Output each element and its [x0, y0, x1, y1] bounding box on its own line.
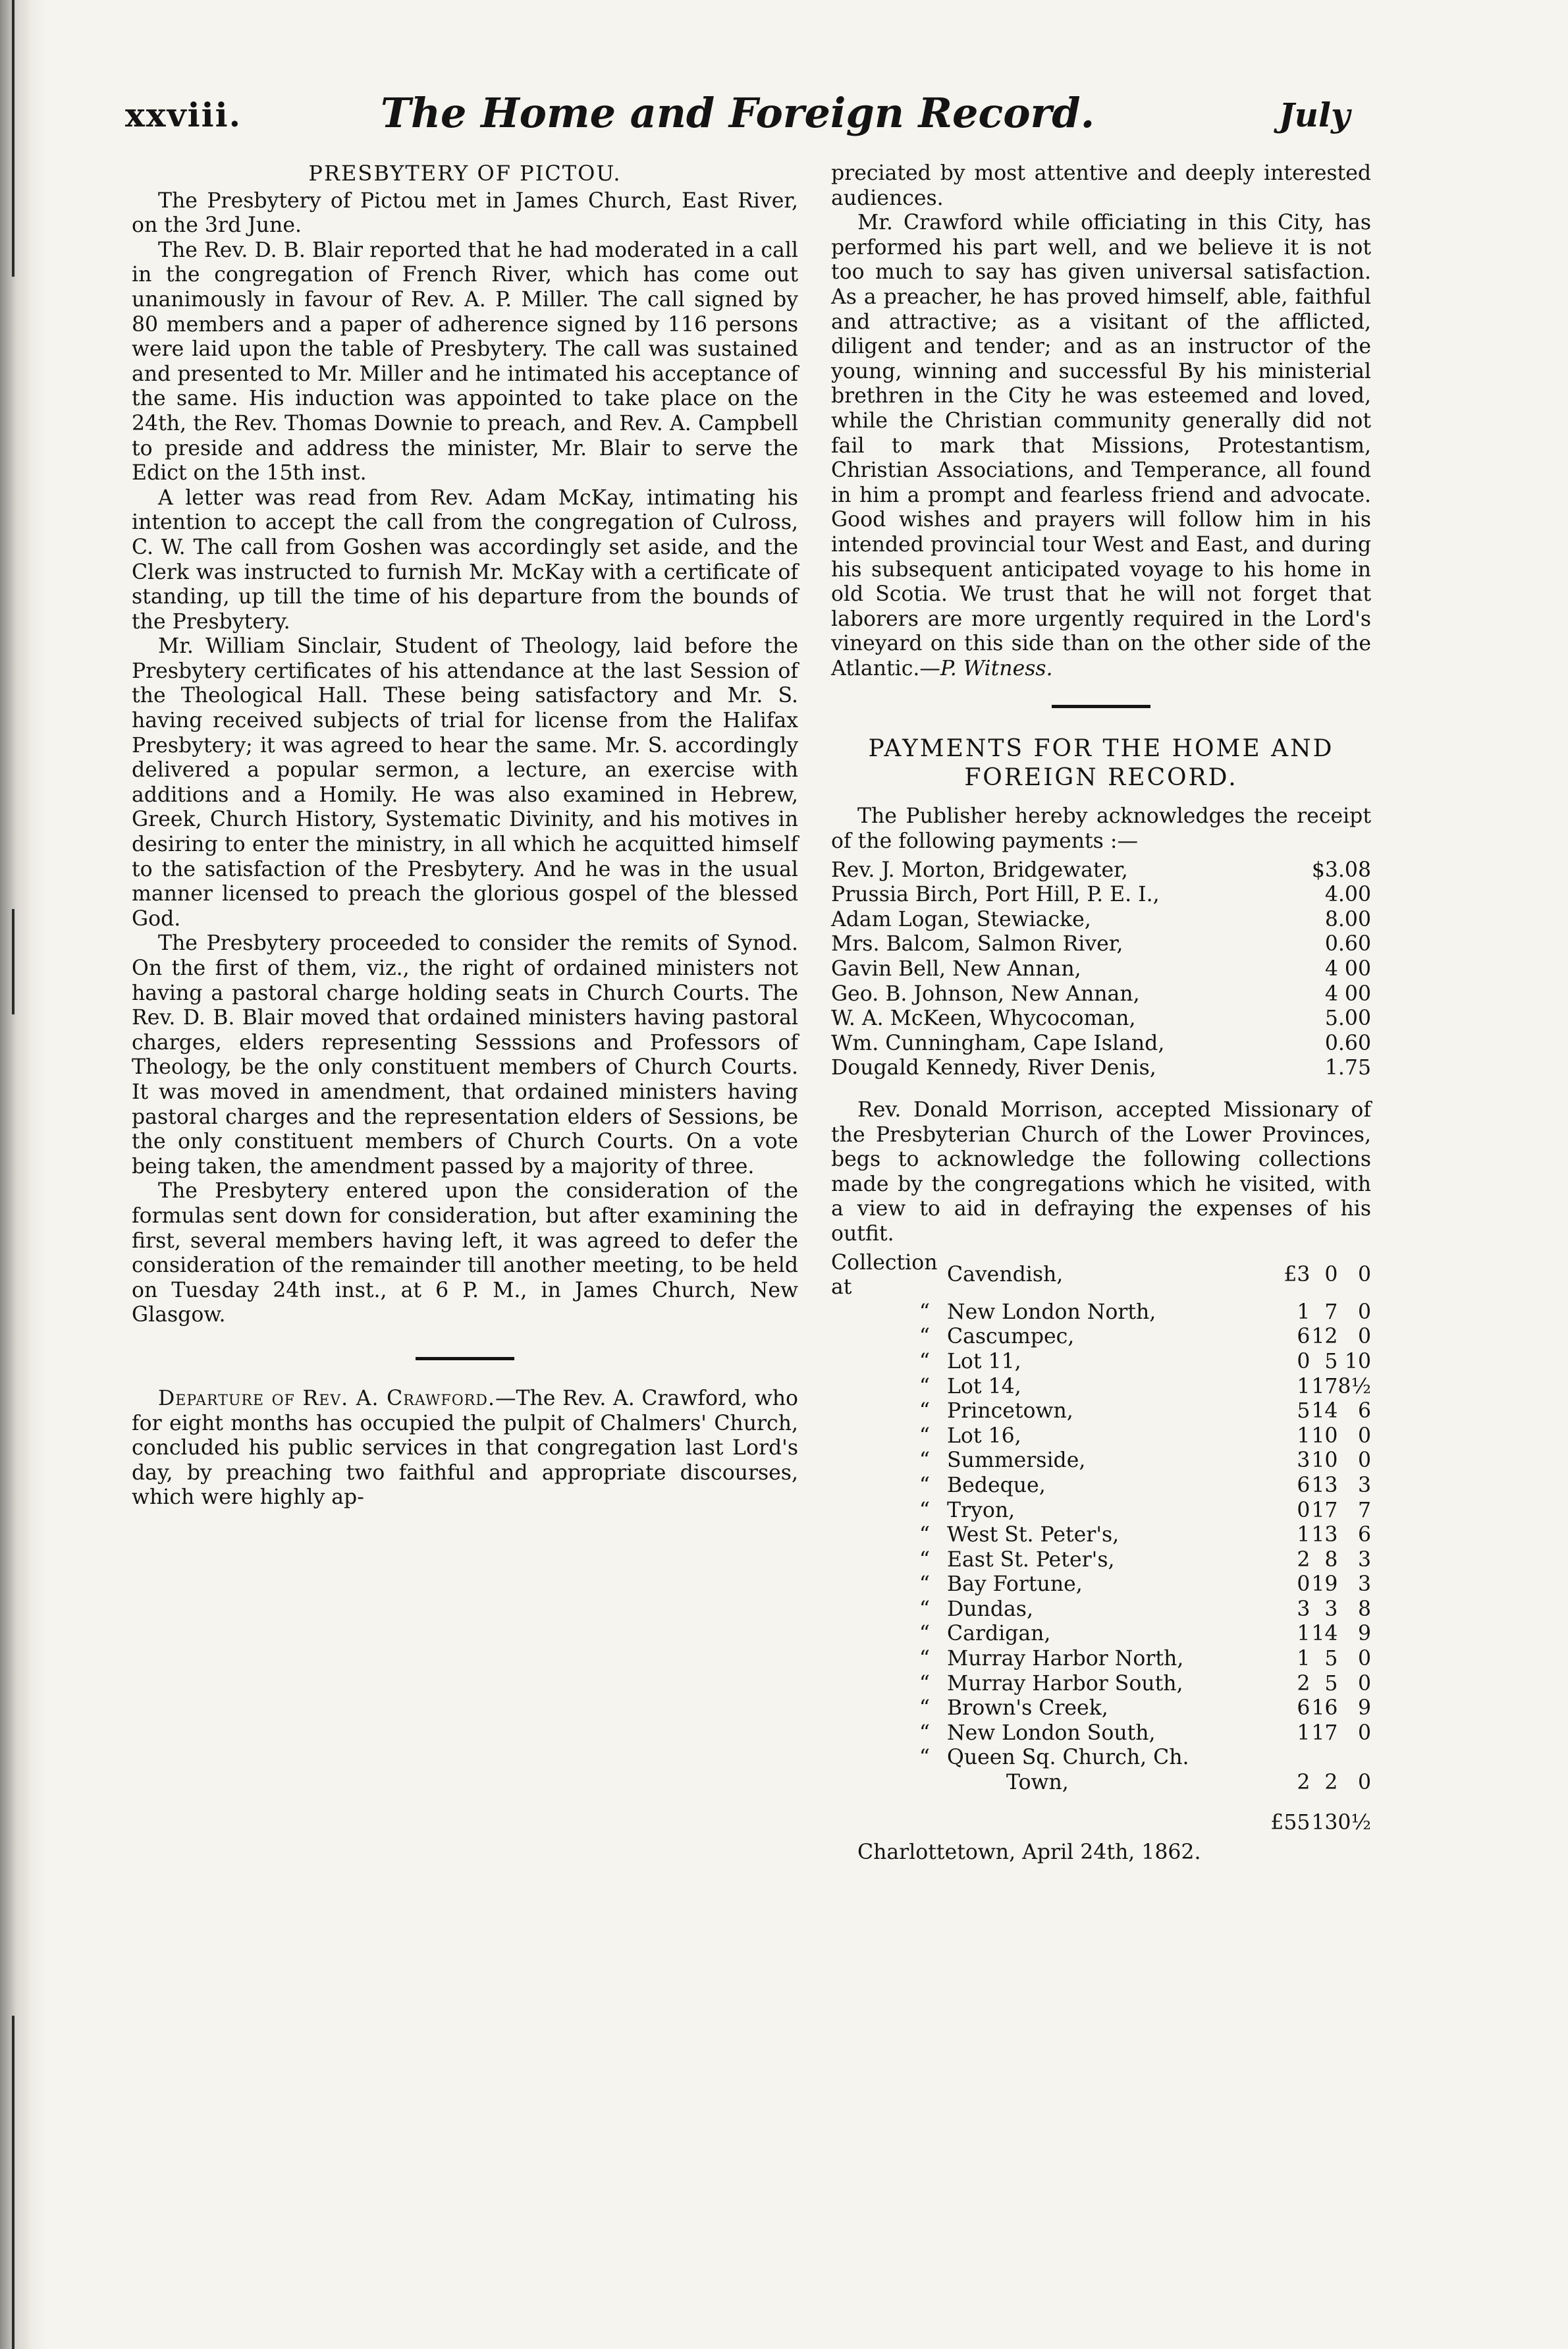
page-number: xxviii.: [125, 96, 242, 134]
presbytery-paragraph: A letter was read from Rev. Adam McKay, intimating his intention to accept the call from the congregation of Culross, C. W. The call from Goshen was accordingly set aside, and the Clerk was instructed to furnish Mr. McKay with a certificate of standing, up till the time of his departure from the bounds of the Presbytery.: [132, 485, 798, 634]
collection-place: New London North,: [947, 1300, 1156, 1324]
collection-place: Bay Fortune,: [947, 1572, 1083, 1597]
section-divider: [416, 1357, 514, 1360]
payer-name: Rev. J. Morton, Bridgewater,: [831, 858, 1128, 882]
collection-place: New London South,: [947, 1721, 1156, 1745]
table-row: [831, 1696, 1371, 1721]
collection-place: Brown's Creek,: [947, 1696, 1108, 1721]
shillings: 8: [1324, 1547, 1338, 1572]
payment-amount: 1.75: [1324, 1056, 1371, 1080]
shillings: 17: [1311, 1374, 1338, 1398]
shillings: 17: [1311, 1498, 1338, 1522]
presbytery-paragraph: Mr. William Sinclair, Student of Theology, laid before the Presbytery certificates of his attendance at the last Session of the Theological Hall. These being satisfactory and Mr. S. having received subjects of trial for license from the Halifax Presbytery; it was agreed to hear the same. Mr. S. accordingly delivered a popular sermon, a lecture, an exercise with additions and a Homily. He was also examined in Hebrew, Greek, Church History, Systematic Divinity, and his motives in desiring to enter the ministry, in all which he acquitted himself to the satisfaction of the Presbytery. And he was in the usual manner licensed to preach the glorious gospel of the blessed God.: [132, 634, 798, 931]
collection-place: Lot 16,: [947, 1423, 1021, 1448]
ditto-mark: “: [919, 1696, 930, 1721]
shillings: 5: [1324, 1349, 1338, 1373]
payment-amount: 5.00: [1324, 1007, 1371, 1031]
departure-text-2: Mr. Crawford while officiating in this City, has performed his part well, and we believe it is not too much to say has given universal satisfaction. As a preacher, he has proved himself, able, faithful and attractive; as a visitant of the afflicted, diligent and tender; and as an instructor of the young, winning and successful By his ministerial brethren in the City he was esteemed and loved, while the Christian community generally did not fail to mark that Missions, Protestantism, Christian Associations, and Temperance, all found in him a prompt and fearless friend and advocate. Good wishes and prayers will follow him in his intended provincial tour West and East, and during his subsequent anticipated voyage to his home in old Scotia. We trust that he will not forget that laborers are more urgently required in the Lord's vineyard on this side than on the other side of the Atlantic.: [831, 211, 1371, 680]
payment-amount: 8.00: [1324, 907, 1371, 931]
payer-name: Prussia Birch, Port Hill, P. E. I.,: [831, 883, 1160, 907]
table-row: [831, 1424, 1371, 1449]
table-row: [831, 1771, 1371, 1796]
table-row: [831, 1399, 1371, 1424]
pence: 0: [1357, 1671, 1371, 1696]
ditto-mark: “: [919, 1325, 930, 1349]
payer-name: Dougald Kennedy, River Denis,: [831, 1056, 1156, 1080]
ditto-mark: “: [919, 1423, 930, 1448]
pence: 7: [1357, 1498, 1371, 1522]
departure-source: —P. Witness.: [919, 656, 1053, 680]
pounds: 2: [1297, 1771, 1311, 1795]
dateline: Charlottetown, April 24th, 1862.: [857, 1840, 1201, 1864]
shillings: 13: [1311, 1473, 1338, 1497]
ditto-mark: “: [919, 1349, 930, 1373]
payment-amount: 4 00: [1324, 981, 1371, 1006]
pence: 0: [1357, 1721, 1371, 1745]
payments-heading-line-1: PAYMENTS FOR THE HOME AND: [868, 735, 1334, 763]
pence: 0: [1357, 1449, 1371, 1473]
departure-text: —The Rev. A. Crawford, who for eight months has occupied the pulpit of Chalmers' Church, concluded his public services in that congregation last Lord's day, by preaching two faithful and appropriate discourses, which were highly ap-: [132, 1386, 798, 1510]
pence: 0: [1357, 1423, 1371, 1448]
pence: 3: [1357, 1572, 1371, 1597]
shillings: 7: [1324, 1300, 1338, 1324]
table-row: [831, 1499, 1371, 1524]
table-row: [831, 1474, 1371, 1499]
shillings: 14: [1311, 1622, 1338, 1646]
shillings: 14: [1311, 1399, 1338, 1423]
collection-place: Cardigan,: [947, 1622, 1051, 1646]
payments-heading-line-2: FOREIGN RECORD.: [964, 764, 1238, 792]
collection-place: Cascumpec,: [947, 1325, 1075, 1349]
table-row: [831, 957, 1371, 982]
pounds: 1: [1297, 1300, 1311, 1324]
table-row: [831, 982, 1371, 1007]
table-row: [831, 883, 1371, 908]
pence: 0: [1357, 1300, 1371, 1324]
shillings: 0: [1324, 1263, 1338, 1287]
shillings: 5: [1324, 1671, 1338, 1696]
pence: 0: [1357, 1647, 1371, 1671]
total-row: [831, 1809, 1371, 1837]
collection-place: Cavendish,: [947, 1263, 1064, 1287]
payment-amount: $3.08: [1311, 858, 1371, 882]
total-pence: 0½: [1338, 1810, 1371, 1835]
departure-heading: Departure of Rev. A. Crawford.: [158, 1386, 495, 1410]
collection-place: Lot 14,: [947, 1374, 1021, 1398]
pounds: £3: [1284, 1263, 1311, 1287]
payment-amount: 4.00: [1324, 883, 1371, 907]
collection-place: Bedeque,: [947, 1473, 1046, 1497]
payer-name: Geo. B. Johnson, New Annan,: [831, 981, 1140, 1006]
collection-place: Dundas,: [947, 1597, 1033, 1621]
presbytery-heading: PRESBYTERY OF PICTOU.: [308, 161, 622, 186]
payer-name: W. A. McKeen, Whycocoman,: [831, 1007, 1136, 1031]
pounds: 6: [1297, 1473, 1311, 1497]
pence: 9: [1357, 1696, 1371, 1721]
pounds: 3: [1297, 1597, 1311, 1621]
table-row: [831, 1032, 1371, 1057]
payments-intro: The Publisher hereby acknowledges the receipt of the following payments :—: [831, 804, 1371, 854]
masthead-title: The Home and Foreign Record.: [380, 89, 1095, 137]
payment-amount: 0.60: [1324, 1031, 1371, 1055]
pounds: 5: [1297, 1399, 1311, 1423]
shillings: 5: [1324, 1647, 1338, 1671]
table-row: [831, 1746, 1371, 1771]
table-row: [831, 1572, 1371, 1597]
ditto-mark: “: [919, 1300, 930, 1324]
collection-mark: Collection at: [831, 1250, 938, 1300]
ditto-mark: “: [919, 1449, 930, 1473]
collection-place: Summerside,: [947, 1449, 1086, 1473]
table-row: [831, 1007, 1371, 1032]
collection-place: Murray Harbor South,: [947, 1671, 1183, 1696]
pence: 0: [1357, 1771, 1371, 1795]
pounds: 1: [1297, 1721, 1311, 1745]
table-row: [831, 1647, 1371, 1672]
table-row: [831, 1300, 1371, 1325]
section-divider: [1052, 705, 1150, 708]
payer-name: Mrs. Balcom, Salmon River,: [831, 932, 1123, 956]
shillings: 13: [1311, 1523, 1338, 1547]
presbytery-paragraph: The Presbytery of Pictou met in James Church, East River, on the 3rd June.: [132, 188, 798, 238]
ditto-mark: “: [919, 1473, 930, 1497]
shillings: 12: [1311, 1325, 1338, 1349]
ditto-mark: “: [919, 1597, 930, 1621]
pence: 10: [1344, 1349, 1371, 1373]
pounds: 2: [1297, 1547, 1311, 1572]
scan-streak: [12, 909, 14, 1014]
pence: 3: [1357, 1547, 1371, 1572]
ditto-mark: “: [919, 1399, 930, 1423]
table-row: [831, 858, 1371, 883]
collection-place: Queen Sq. Church, Ch.: [947, 1746, 1189, 1770]
shillings: 16: [1311, 1696, 1338, 1721]
left-column: [132, 161, 798, 1510]
ditto-mark: “: [919, 1523, 930, 1547]
departure-paragraph: [132, 1387, 798, 1510]
issue-month: July: [1278, 96, 1350, 134]
pounds: 0: [1297, 1572, 1311, 1597]
pounds: 0: [1297, 1498, 1311, 1522]
payments-table: [831, 858, 1371, 1081]
pence: 3: [1357, 1473, 1371, 1497]
table-row: [831, 1375, 1371, 1400]
pounds: 0: [1297, 1349, 1311, 1373]
payer-name: Gavin Bell, New Annan,: [831, 957, 1081, 981]
shillings: 3: [1324, 1597, 1338, 1621]
pounds: 1: [1297, 1423, 1311, 1448]
ditto-mark: “: [919, 1671, 930, 1696]
table-row: [831, 1597, 1371, 1622]
presbytery-paragraph: The Presbytery proceeded to consider the remits of Synod. On the first of them, viz., the right of ordained ministers not having a pastoral charge holding seats in Church Courts. The Rev. D. B. Blair moved that ordained ministers having pastoral charges, elders representing Sesssions and Professors of Theology, be the only constituent members of Church Courts. It was moved in amendment, that ordained ministers having pastoral charges and the representation elders of Sessions, be the only constituent members of Church Courts. On a vote being taken, the amendment passed by a majority of three.: [132, 931, 798, 1178]
ditto-mark: “: [919, 1547, 930, 1572]
collection-place: Lot 11,: [947, 1349, 1021, 1373]
shillings: 2: [1324, 1771, 1338, 1795]
table-row: [831, 1672, 1371, 1697]
ditto-mark: “: [919, 1374, 930, 1398]
pounds: 6: [1297, 1696, 1311, 1721]
ditto-mark: “: [919, 1647, 930, 1671]
collections-table: [831, 1251, 1371, 1837]
table-row: [831, 1523, 1371, 1548]
ditto-mark: “: [919, 1746, 930, 1770]
table-row: [831, 1622, 1371, 1647]
shillings: 19: [1311, 1572, 1338, 1597]
table-row: [831, 1251, 1371, 1300]
pounds: 6: [1297, 1325, 1311, 1349]
table-row: [831, 1548, 1371, 1573]
pence: 8½: [1338, 1374, 1371, 1398]
table-row: [831, 1350, 1371, 1375]
payment-amount: 0.60: [1324, 932, 1371, 956]
table-row: [831, 1721, 1371, 1746]
ditto-mark: “: [919, 1498, 930, 1522]
right-column: [831, 161, 1371, 1865]
scan-streak: [12, 0, 14, 277]
pounds: 1: [1297, 1374, 1311, 1398]
table-row: [831, 908, 1371, 933]
pence: 9: [1357, 1622, 1371, 1646]
payer-name: Wm. Cunningham, Cape Island,: [831, 1031, 1165, 1055]
ditto-mark: “: [919, 1572, 930, 1597]
shillings: 10: [1311, 1449, 1338, 1473]
table-row: [831, 1056, 1371, 1081]
ditto-mark: “: [919, 1721, 930, 1745]
departure-continued: preciated by most attentive and deeply interested audiences.: [831, 161, 1371, 210]
collection-place: Town,: [1006, 1771, 1069, 1795]
table-row: [831, 1449, 1371, 1474]
payment-amount: 4 00: [1324, 957, 1371, 981]
total-shillings: 13: [1311, 1810, 1338, 1835]
shillings: 10: [1311, 1423, 1338, 1448]
collection-place: West St. Peter's,: [947, 1523, 1120, 1547]
collection-place: Princetown,: [947, 1399, 1073, 1423]
pounds: 3: [1297, 1449, 1311, 1473]
presbytery-paragraph: The Presbytery entered upon the consideration of the formulas sent down for consideration, but after examining the first, several members having left, it was agreed to defer the consideration of the remainder till another meeting, to be held on Tuesday 24th inst., at 6 P. M., in James Church, New Glasgow.: [132, 1179, 798, 1327]
presbytery-paragraph: The Rev. D. B. Blair reported that he had moderated in a call in the congregation of French River, which has come out unanimously in favour of Rev. A. P. Miller. The call signed by 80 members and a paper of adherence signed by 116 persons were laid upon the table of Presbytery. The call was sustained and presented to Mr. Miller and he intimated his acceptance of the same. His induction was appointed to take place on the 24th, the Rev. Thomas Downie to preach, and Rev. A. Campbell to preside and address the minister, Mr. Blair to serve the Edict on the 15th inst.: [132, 238, 798, 485]
page-header: [125, 89, 1350, 148]
pence: 6: [1357, 1399, 1371, 1423]
scan-streak: [12, 2016, 14, 2349]
departure-paragraph-2: [831, 211, 1371, 681]
pence: 0: [1357, 1263, 1371, 1287]
pence: 0: [1357, 1325, 1371, 1349]
total-pounds: £55: [1270, 1810, 1311, 1835]
table-row: [831, 1325, 1371, 1350]
pounds: 2: [1297, 1671, 1311, 1696]
pounds: 1: [1297, 1622, 1311, 1646]
payer-name: Adam Logan, Stewiacke,: [831, 907, 1091, 931]
pounds: 1: [1297, 1647, 1311, 1671]
pence: 6: [1357, 1523, 1371, 1547]
pence: 8: [1357, 1597, 1371, 1621]
collection-place: Tryon,: [947, 1498, 1015, 1522]
table-row: [831, 932, 1371, 957]
collection-place: Murray Harbor North,: [947, 1647, 1184, 1671]
morrison-paragraph: Rev. Donald Morrison, accepted Missionary of the Presbyterian Church of the Lower Provinces, begs to acknowledge the following collections made by the congregations which he visited, with a view to aid in defraying the expenses of his outfit.: [831, 1098, 1371, 1246]
payments-heading: [831, 734, 1371, 792]
pounds: 1: [1297, 1523, 1311, 1547]
ditto-mark: “: [919, 1622, 930, 1646]
shillings: 17: [1311, 1721, 1338, 1745]
scan-edge-shadow: [0, 0, 46, 2349]
collection-place: East St. Peter's,: [947, 1547, 1115, 1572]
